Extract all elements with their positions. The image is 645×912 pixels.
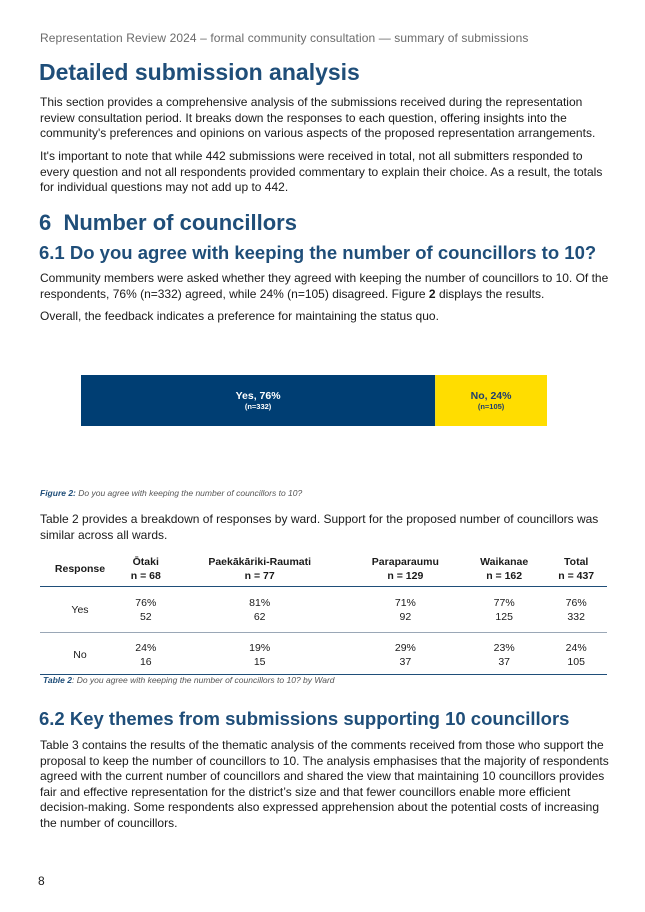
subheading-text: Key themes from submissions supporting 10 councillors <box>69 708 570 729</box>
column-header-paekakariki-raumati: Paekākāriki-Raumati n = 77 <box>172 552 348 587</box>
table-cell: 23% 37 <box>463 633 545 675</box>
table-row <box>40 633 607 675</box>
table-row <box>40 587 607 633</box>
table-cell: 76% 332 <box>545 587 607 633</box>
data-label-yes: Yes, 76% <box>235 390 281 402</box>
table-caption-text: : Do you agree with keeping the number of councillors to 10? by Ward <box>71 675 335 685</box>
table-caption <box>43 675 335 685</box>
running-header: Representation Review 2024 – formal community consultation — summary of submissions <box>40 31 529 45</box>
question-text-a: Community members were asked whether they agreed with keeping the number of councillors to 10. Of the respondents, 76% (n=332) agreed, while 24% (n=105) disagreed. Figure <box>40 271 609 301</box>
table-cell: 24% 105 <box>545 633 607 675</box>
column-header-waikanae: Waikanae n = 162 <box>463 552 545 587</box>
figure-caption <box>40 488 302 498</box>
column-header-response: Response <box>40 552 120 587</box>
table-cell: 76% 52 <box>120 587 172 633</box>
table-cell: 71% 92 <box>348 587 463 633</box>
table-cell: 77% 125 <box>463 587 545 633</box>
subheading-number: 6.2 <box>39 708 65 729</box>
column-header-total: Total n = 437 <box>545 552 607 587</box>
table-cell: 24% 16 <box>120 633 172 675</box>
heading-text: Number of councillors <box>63 210 297 235</box>
stacked-bar-chart <box>81 375 547 426</box>
figure-caption-text: Do you agree with keeping the number of councillors to 10? <box>75 488 303 498</box>
heading-number-of-councillors <box>39 210 297 236</box>
table-intro-paragraph: Table 2 provides a breakdown of responses by ward. Support for the proposed number of councillors was similar across all wards. <box>40 512 599 542</box>
column-header-paraparaumu: Paraparaumu n = 129 <box>348 552 463 587</box>
data-sublabel-no: (n=105) <box>477 402 505 411</box>
ward-table <box>40 552 607 675</box>
figure-label: Figure 2: <box>40 488 76 498</box>
section-title: Detailed submission analysis <box>39 59 360 85</box>
themes-paragraph: Table 3 contains the results of the thematic analysis of the comments received from those who support the proposal to keep the number of councillors to 10. The analysis emphasises that the majority of respondents agreed with the current number of councillors and shared the view that maintaining 10 councillors provides fair and effective representation for the district’s size and that fewer councillors enable more efficient decision-making. Some respondents also expressed apprehension about the potential costs of increasing the number of councillors. <box>40 738 609 830</box>
heading-number: 6 <box>39 210 52 235</box>
table-header-row <box>40 552 607 587</box>
note-paragraph: It's important to note that while 442 submissions were received in total, not all submitters responded to every question and not all respondents provided commentary to explain their choice. As a result, the totals for individual questions may not add up to 442. <box>40 149 603 195</box>
question-text-b: displays the results. <box>435 286 545 301</box>
table-cell: 19% 15 <box>172 633 348 675</box>
table-cell: 81% 62 <box>172 587 348 633</box>
row-label-yes: Yes <box>40 587 120 633</box>
subheading-6-2 <box>39 708 569 730</box>
subheading-number: 6.1 <box>39 242 65 263</box>
subheading-6-1 <box>39 242 596 264</box>
page-number: 8 <box>38 874 45 888</box>
subheading-text: Do you agree with keeping the number of councillors to 10? <box>69 242 597 263</box>
table-label: Table 2 <box>43 675 72 685</box>
data-sublabel-yes: (n=332) <box>244 402 272 411</box>
column-header-otaki: Ōtaki n = 68 <box>120 552 172 587</box>
intro-paragraph: This section provides a comprehensive analysis of the submissions received during the representation review consultation period. It breaks down the responses to each question, offering insights into the community's preferences and opinions on various aspects of the proposed representation arrangements. <box>40 95 596 141</box>
figure-ref: 2 <box>428 286 436 301</box>
row-label-no: No <box>40 633 120 675</box>
question-paragraph <box>40 271 610 302</box>
data-label-no: No, 24% <box>470 390 512 402</box>
overall-paragraph: Overall, the feedback indicates a preference for maintaining the status quo. <box>40 309 439 323</box>
table-cell: 29% 37 <box>348 633 463 675</box>
